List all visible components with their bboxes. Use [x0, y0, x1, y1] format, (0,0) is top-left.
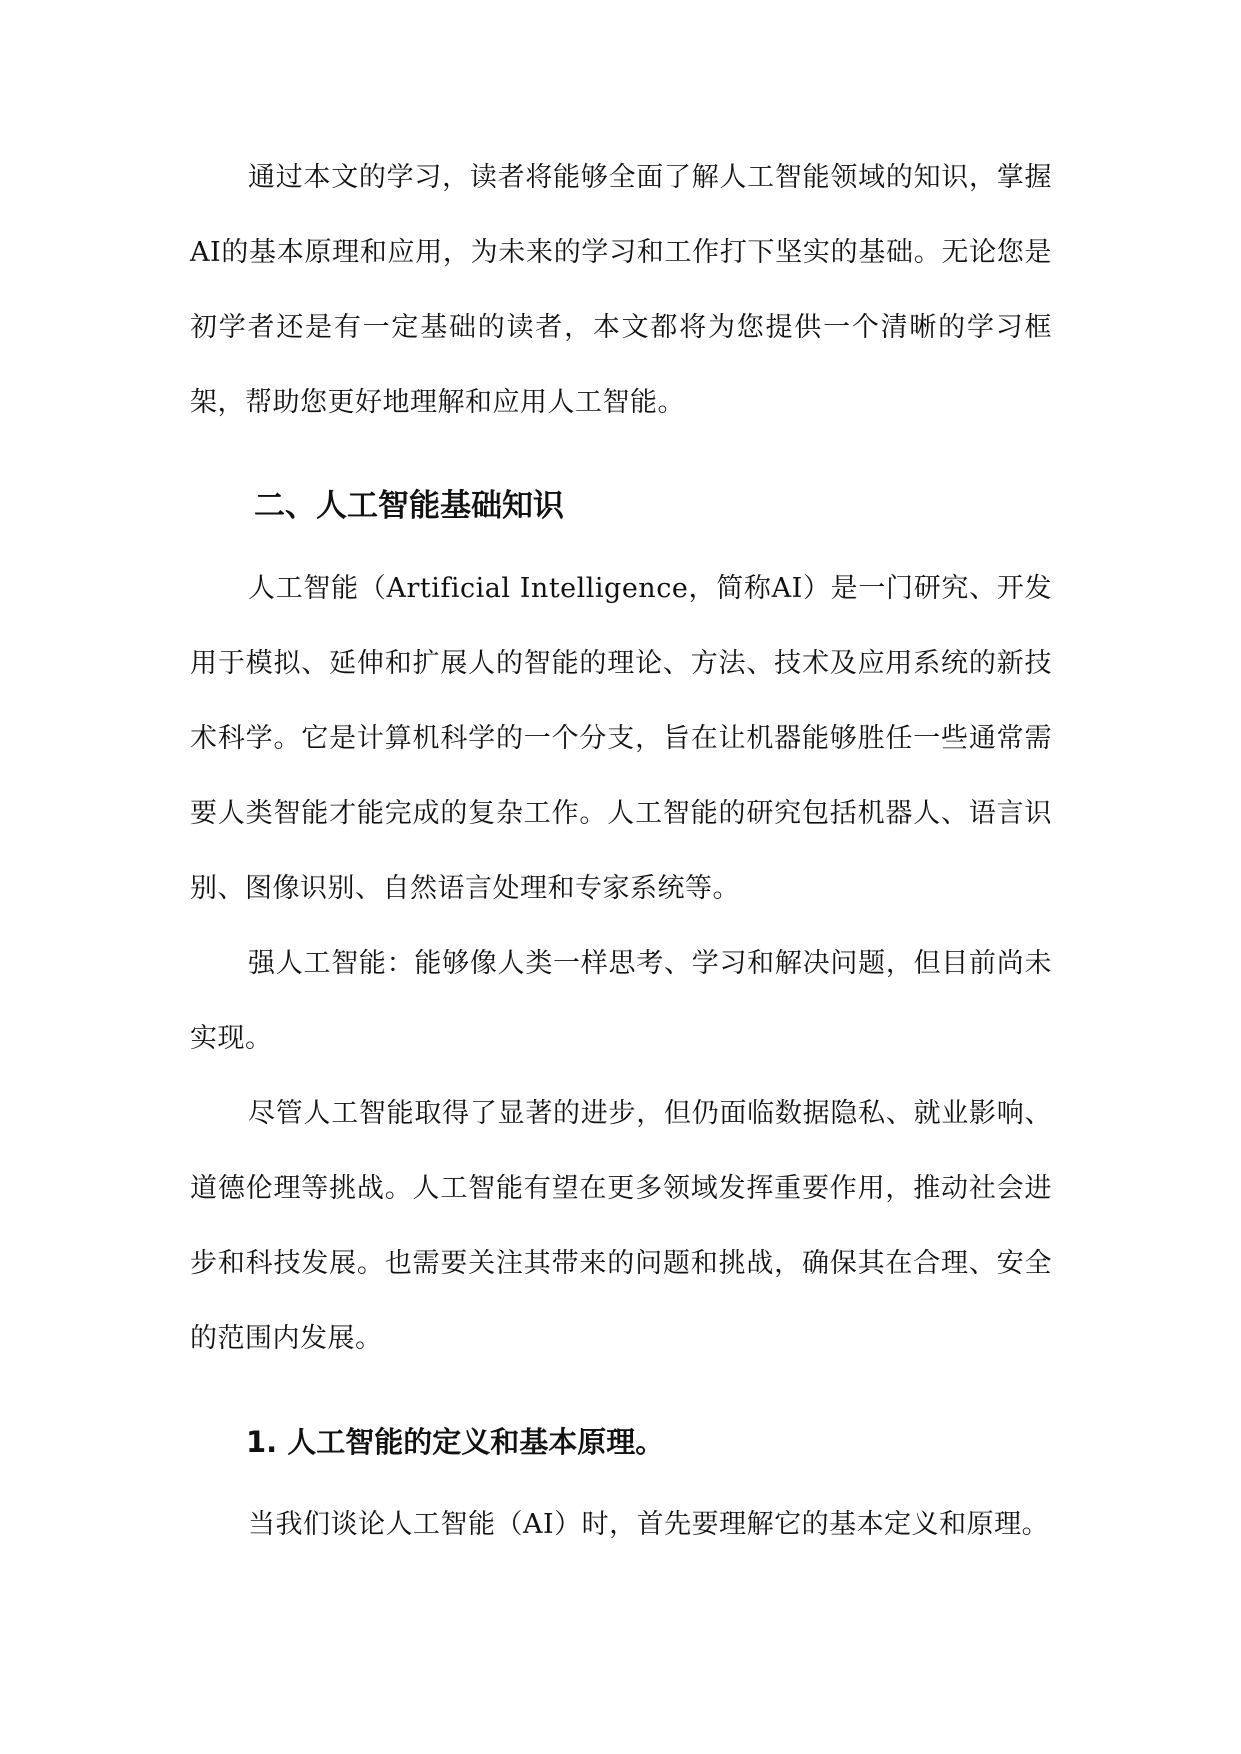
body-paragraph-challenges: 尽管人工智能取得了显著的进步，但仍面临数据隐私、就业影响、道德伦理等挑战。人工智能有望在更多领域发挥重要作用，推动社会进步和科技发展。也需要关注其带来的问题和挑战，确保其在合理、安全的范围内发展。: [190, 1098, 1052, 1354]
subsection-heading: 1. 人工智能的定义和基本原理。: [246, 1425, 665, 1459]
body-paragraph-principles: 当我们谈论人工智能（AI）时，首先要理解它的基本定义和原理。: [248, 1509, 1050, 1540]
document-body: [190, 140, 1052, 1562]
body-paragraph-definition: 人工智能（Artificial Intelligence，简称AI）是一门研究、开发用于模拟、延伸和扩展人的智能的理论、方法、技术及应用系统的新技术科学。它是计算机科学的一个分支，旨在让机器能够胜任一些通常需要人类智能才能完成的复杂工作。人工智能的研究包括机器人、语言识别、图像识别、自然语言处理和专家系统等。: [190, 573, 1052, 904]
section-heading: 二、人工智能基础知识: [254, 488, 564, 524]
intro-paragraph: 通过本文的学习，读者将能够全面了解人工智能领域的知识，掌握AI的基本原理和应用，为未来的学习和工作打下坚实的基础。无论您是初学者还是有一定基础的读者，本文都将为您提供一个清晰的学习框架，帮助您更好地理解和应用人工智能。: [190, 162, 1052, 418]
body-paragraph-strong-ai: 强人工智能：能够像人类一样思考、学习和解决问题，但目前尚未实现。: [190, 948, 1052, 1054]
